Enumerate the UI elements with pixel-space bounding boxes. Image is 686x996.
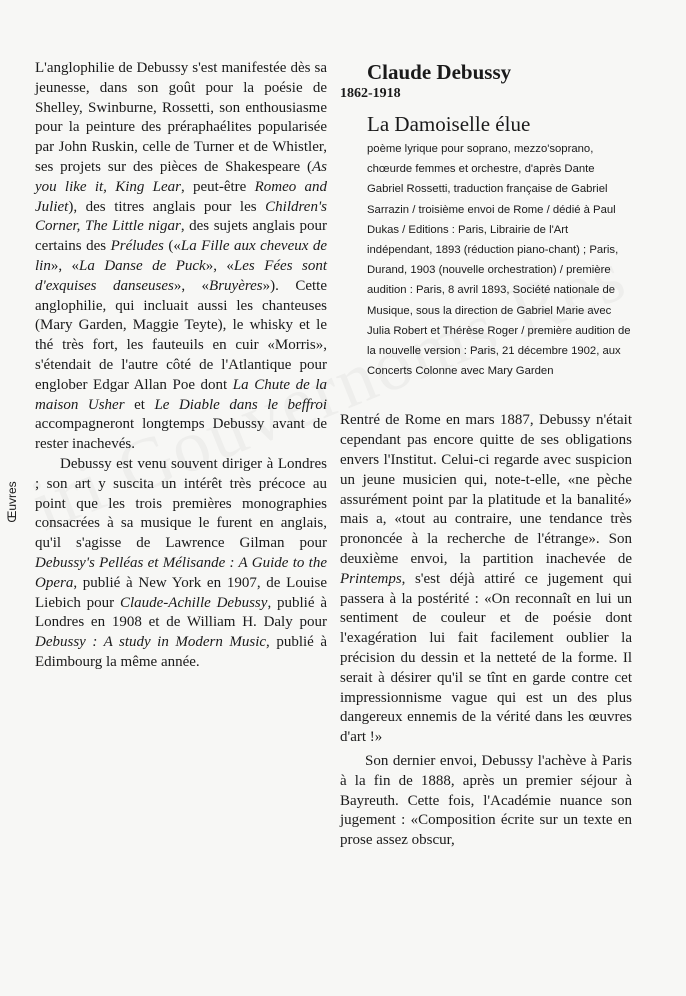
text-run: (« <box>163 238 181 255</box>
text-run: accompagneront longtemps Debussy avant de rester inachevés. <box>35 416 327 453</box>
italic-title: Claude-Achille Debussy <box>119 594 268 611</box>
text-run: Son dernier envoi, Debussy l'achève à Paris à la fin de 1888, après un premier séjour à Bayreuth. Cette fois, l'Académie nuance son jugement : «Composition écrite sur un texte en prose assez obscur, <box>340 752 632 849</box>
text-run: , publié à New York en 1907, de Louise Liebich pour <box>35 574 327 611</box>
italic-title: Romeo and Juliet <box>35 178 327 215</box>
right-paragraph-2 <box>340 752 632 851</box>
text-run: , peut-être <box>180 178 255 195</box>
italic-title: Le Diable dans le beffroi <box>154 396 327 413</box>
italic-title: Bruyères <box>209 277 263 294</box>
italic-title: Les Fées sont d'exquises danseuses <box>35 257 327 294</box>
text-run: L'anglophilie de Debussy s'est manifestée dès sa jeunesse, dans son goût pour la poésie de Shelley, Swinburne, Rossetti, son enthousiasme pour la peinture des préraphaélites popularisée par John Ruskin, celle de Turner et de Whistler, ses projets sur des pièces de Shakespeare ( <box>35 60 327 175</box>
italic-title: Préludes <box>110 238 164 255</box>
work-title: La Damoiselle élue <box>367 112 531 136</box>
italic-title: Children's Corner, The Little nigar <box>35 198 327 235</box>
text-run: , des sujets anglais pour certains des <box>35 218 327 255</box>
composer-name: Claude Debussy <box>367 60 512 84</box>
text-run: », « <box>173 277 210 294</box>
right-paragraph-1 <box>340 411 632 748</box>
left-column <box>35 59 327 673</box>
work-details: poème lyrique pour soprano, mezzo'soprano, chœurde femmes et orchestre, d'après Dante Gabriel Rossetti, traduction française de Gabriel Sarrazin / troisième envoi de Rome / dédié à Paul Dukas / Editions : Paris, Librairie de l'Art indépendant, 1893 (réduction piano-chant) ; Paris, Durand, 1903 (nouvelle orchestration) / première audition : Paris, 8 avril 1893, Société nationale de Musique, sous la direction de Gabriel Marie avec Julia Robert et Thérèse Roger / première audition de la nouvelle version : Paris, 21 décembre 1902, aux Concerts Colonne avec Mary Garden <box>367 143 631 378</box>
italic-title: Debussy's Pelléas et Mélisande : A Guide to the Opera <box>35 554 327 591</box>
section-side-label-text: Œuvres <box>5 481 19 523</box>
text-run: , s'est déjà attiré ce jugement qui passera à la postérité : «On reconnaît en lui un sentiment de couleur et de poésie dont l'exagération lui fait facilement oublier la précision du dessin et la netteté de la forme. Il serait à désirer qu'il se tînt en garde contre cet impressionnisme vague qui est un des plus dangereux ennemis de la vérité dans les œuvres d'art !» <box>340 570 632 746</box>
italic-title: La Chute de la maison Usher <box>35 376 327 413</box>
italic-title: La Danse de Puck <box>79 257 206 274</box>
section-side-label <box>5 472 19 532</box>
composer-dates: 1862-1918 <box>340 86 401 101</box>
italic-title: Debussy : A study in Modern Music <box>35 634 267 651</box>
text-run: Debussy est venu souvent diriger à Londres ; son art y suscita un intérêt très précoce au point que les trois premières monographies consacrées à sa musique le furent en anglais, qu'il s'agisse de Lawrence Gilman pour <box>35 455 327 552</box>
text-run: Rentré de Rome en mars 1887, Debussy n'était cependant pas encore quitte de ses obligations envers l'Institut. Celui-ci regarde avec suspicion un jeune musicien qui, note-t-elle, «ne pèche assurément point par la platitude et la banalité» mais a, «tout au contraire, une tendance très prononcée à la recherche de l'étrange». Son deuxième envoi, la partition inachevée de <box>340 412 632 568</box>
text-run: », « <box>50 257 80 274</box>
italic-title: Printemps <box>340 570 402 587</box>
text-run: , publié à Edimbourg la même année. <box>35 634 327 670</box>
right-body <box>340 411 632 851</box>
left-paragraph-1 <box>35 59 327 455</box>
text-run: »). Cette anglophilie, qui incluait aussi les chanteuses (Mary Garden, Maggie Teyte), le whisky et le thé très fort, les fauteuils en cuir «Morris», s'étendait de l'autre côté de l'Atlantique pour englober Edgar Allan Poe dont <box>35 277 328 393</box>
text-run: ), des titres anglais pour les <box>68 198 266 215</box>
text-run: et <box>124 396 155 413</box>
left-paragraph-2 <box>35 455 327 673</box>
text-run: , publié à Londres en 1908 et de William H. Daly pour <box>35 594 327 631</box>
text-run: », « <box>205 257 234 274</box>
italic-title: As you like it, King Lear <box>35 158 327 195</box>
italic-title: La Fille aux cheveux de lin <box>35 238 328 274</box>
right-column <box>340 59 632 851</box>
